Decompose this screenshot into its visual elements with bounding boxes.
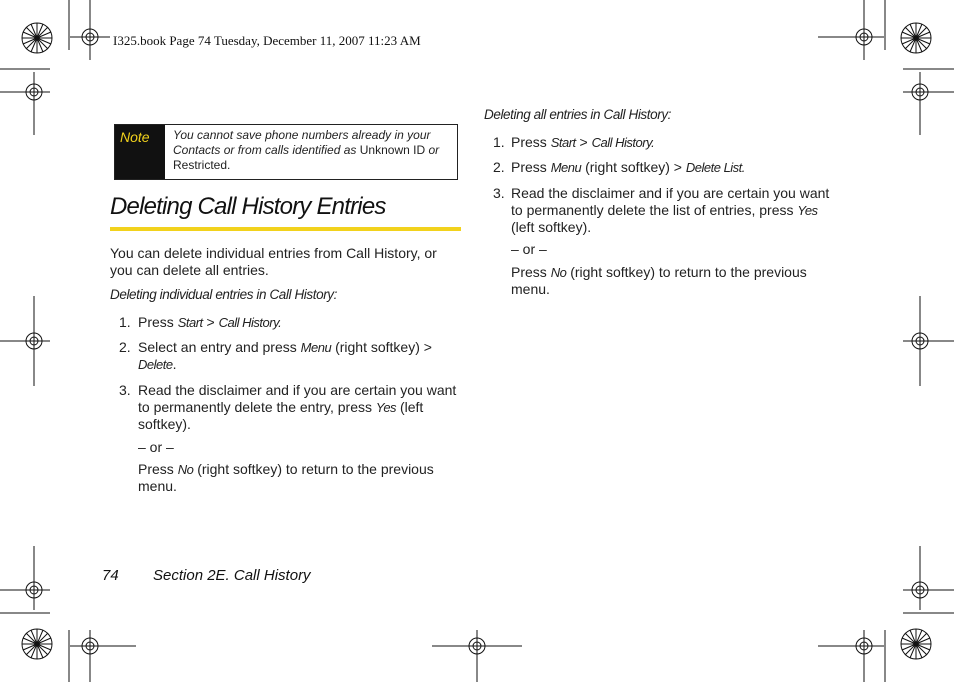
- sunburst-mark-top-left: [22, 23, 52, 53]
- left-step-1: Press Start > Call History.: [138, 314, 282, 330]
- footer-section-title: Section 2E. Call History: [153, 567, 311, 584]
- crosshair-mark-bottom-right: [818, 630, 885, 682]
- page-number: 74: [102, 567, 119, 584]
- sunburst-mark-top-right: [901, 23, 931, 53]
- left-step-3: Read the disclaimer and if you are certain you want to permanently delete the entry, press Yes (left softkey).: [138, 382, 457, 432]
- unknown-id-label: Unknown ID: [359, 143, 426, 157]
- left-alt-step: Press No (right softkey) to return to the previous menu.: [138, 461, 434, 494]
- crosshair-mark-mid-left: [0, 296, 50, 386]
- call-history-label: Call History: [218, 315, 279, 330]
- yes-label: Yes: [375, 400, 397, 415]
- left-step-2-number: 2.: [119, 339, 131, 355]
- crosshair-mark-top-left: [69, 0, 110, 60]
- crosshair-mark-left-lower: [0, 546, 50, 613]
- note-box: [114, 124, 458, 180]
- crosshair-mark-mid-right: [903, 296, 954, 386]
- restricted-label: Restricted: [173, 158, 228, 172]
- start-menu-label: Start: [550, 135, 576, 150]
- left-or: – or –: [138, 439, 174, 455]
- delete-label: Delete: [138, 357, 173, 372]
- no-label: No: [550, 265, 567, 280]
- title-underline: [110, 227, 461, 231]
- call-history-label: Call History: [591, 135, 652, 150]
- sunburst-mark-bottom-left: [22, 629, 52, 659]
- note-period: .: [227, 158, 231, 172]
- crosshair-mark-right-lower: [903, 546, 954, 613]
- right-step-1: Press Start > Call History.: [511, 134, 655, 150]
- note-text-line-1: You cannot save phone numbers already in your: [173, 128, 431, 142]
- right-step-2: Press Menu (right softkey) > Delete List.: [511, 159, 745, 175]
- right-step-2-number: 2.: [493, 159, 505, 175]
- no-label: No: [177, 462, 194, 477]
- delete-list-label: Delete List: [685, 160, 742, 175]
- left-step-1-number: 1.: [119, 314, 131, 330]
- intro-paragraph: You can delete individual entries from Call History, or you can delete all entries.: [110, 245, 437, 278]
- note-label: Note: [115, 125, 165, 179]
- crosshair-mark-right-upper: [903, 69, 954, 135]
- right-subhead: Deleting all entries in Call History:: [484, 107, 672, 122]
- right-step-3: Read the disclaimer and if you are certain you want to permanently delete the list of entries, press Yes (left softkey).: [511, 185, 830, 235]
- right-step-1-number: 1.: [493, 134, 505, 150]
- note-text-line-2: Contacts or from calls identified as: [173, 143, 360, 157]
- right-step-3-number: 3.: [493, 185, 505, 201]
- crosshair-mark-bottom-center: [432, 630, 522, 682]
- left-step-3-number: 3.: [119, 382, 131, 398]
- right-alt-step: Press No (right softkey) to return to the previous menu.: [511, 264, 807, 297]
- print-header: I325.book Page 74 Tuesday, December 11, 2007 11:23 AM: [113, 33, 421, 48]
- left-step-2: Select an entry and press Menu (right softkey) > Delete.: [138, 339, 432, 372]
- right-or: – or –: [511, 241, 547, 257]
- crosshair-mark-top-right: [818, 0, 885, 60]
- note-text: [165, 125, 457, 179]
- menu-label: Menu: [550, 160, 582, 175]
- sunburst-mark-bottom-right: [901, 629, 931, 659]
- section-title: Deleting Call History Entries: [110, 193, 386, 220]
- menu-label: Menu: [300, 340, 332, 355]
- note-text-or: or: [425, 143, 440, 157]
- start-menu-label: Start: [177, 315, 203, 330]
- crosshair-mark-left-upper: [0, 69, 50, 135]
- left-subhead: Deleting individual entries in Call History:: [110, 287, 338, 302]
- crosshair-mark-bottom-left: [69, 630, 136, 682]
- yes-label: Yes: [797, 203, 818, 218]
